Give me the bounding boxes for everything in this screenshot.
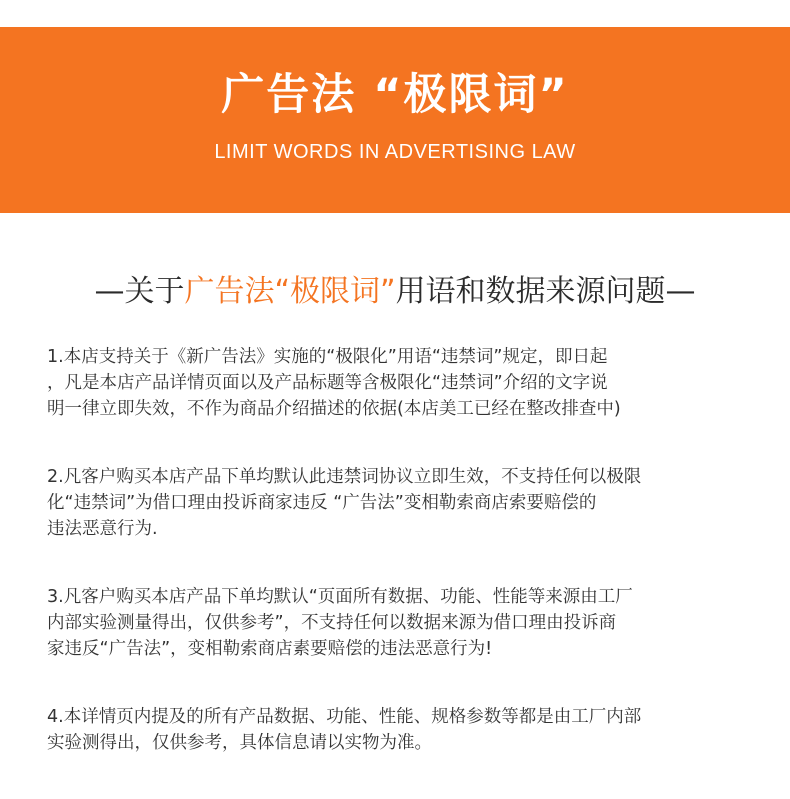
heading-accent: 广告法“极限词”: [184, 274, 396, 309]
paragraph-2: [47, 464, 747, 542]
paragraph-line: 家违反“广告法”，变相勒索商店素要赔偿的违法恶意行为!: [47, 639, 493, 659]
paragraph-line: 实验测得出，仅供参考，具体信息请以实物为准。: [47, 733, 432, 753]
section-heading: [0, 272, 790, 312]
paragraph-line: 内部实验测量得出，仅供参考”，不支持任何以数据来源为借口理由投诉商: [47, 613, 617, 633]
paragraph-4: [47, 704, 747, 756]
paragraph-line: 违法恶意行为.: [47, 519, 158, 539]
paragraph-line: 明一律立即失效，不作为商品介绍描述的依据(本店美工已经在整改排查中): [47, 399, 621, 419]
heading-suffix: 用语和数据来源问题—: [395, 274, 696, 309]
paragraph-line: 1.本店支持关于《新广告法》实施的“极限化”用语“违禁词”规定，即日起: [47, 347, 608, 367]
paragraph-1: [47, 344, 747, 422]
paragraph-line: ，凡是本店产品详情页面以及产品标题等含极限化“违禁词”介绍的文字说: [47, 373, 608, 393]
banner-subtitle: LIMIT WORDS IN ADVERTISING LAW: [214, 141, 576, 163]
paragraph-3: [47, 584, 747, 662]
header-banner: [0, 27, 790, 213]
heading-prefix: —关于: [94, 274, 185, 309]
paragraph-line: 2.凡客户购买本店产品下单均默认此违禁词协议立即生效，不支持任何以极限: [47, 467, 642, 487]
paragraph-line: 3.凡客户购买本店产品下单均默认“页面所有数据、功能、性能等来源由工厂: [47, 587, 633, 607]
paragraph-line: 化“违禁词”为借口理由投诉商家违反 “广告法”变相勒索商店索要赔偿的: [47, 493, 597, 513]
banner-title: 广告法 “极限词”: [221, 70, 569, 120]
paragraph-line: 4.本详情页内提及的所有产品数据、功能、性能、规格参数等都是由工厂内部: [47, 707, 642, 727]
